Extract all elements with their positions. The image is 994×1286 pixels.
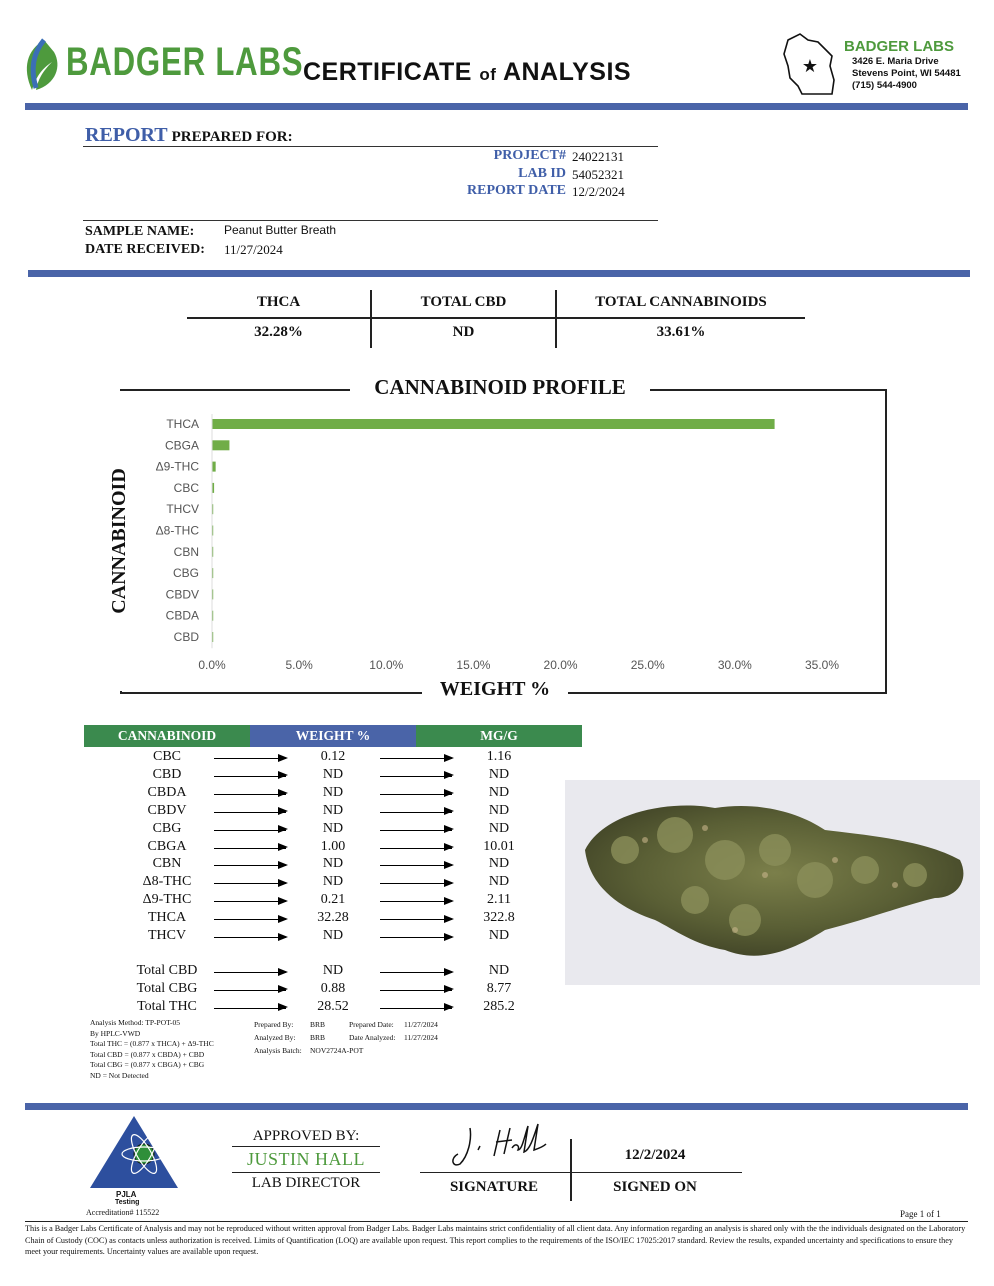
bar-Δ9-THC (212, 462, 216, 472)
x-tick-label: 15.0% (456, 658, 491, 672)
header-divider (25, 103, 968, 110)
x-tick-label: 25.0% (630, 658, 665, 672)
row-weight: 0.88 (320, 980, 346, 996)
project-label: PROJECT# (493, 148, 566, 163)
lab-id-label: LAB ID (518, 166, 566, 181)
y-tick-label: CBC (173, 480, 199, 495)
signature-vline (570, 1139, 572, 1201)
x-tick-label: 30.0% (717, 658, 752, 672)
batch: NOV2724A-POT (310, 1046, 364, 1055)
approver-name: JUSTIN HALL (247, 1149, 365, 1169)
row-cannabinoid: CBC (152, 749, 181, 764)
y-tick-label: THCV (166, 502, 199, 517)
approved-underline (232, 1146, 380, 1147)
row-cannabinoid: Δ9-THC (142, 892, 192, 908)
footer-rule (25, 1221, 968, 1222)
x-tick-label: 5.0% (285, 658, 313, 672)
row-weight: ND (322, 820, 344, 836)
leaf-icon (22, 38, 64, 92)
note-line: Total CBG = (0.877 x CBGA) + CBG (90, 1060, 205, 1069)
footer-divider (25, 1103, 968, 1110)
row-weight: ND (322, 856, 344, 872)
table-header-cannabinoid: CANNABINOID (84, 725, 250, 747)
row-weight: ND (322, 766, 344, 782)
row-mgg: 322.8 (483, 910, 515, 926)
note-line: Total CBD = (0.877 x CBDA) + CBD (90, 1049, 205, 1059)
y-tick-label: CBGA (164, 438, 199, 453)
prep-info (254, 1020, 454, 1060)
row-mgg: ND (488, 802, 510, 818)
row-mgg: ND (488, 874, 510, 890)
row-mgg: 285.2 (483, 998, 515, 1014)
prepared-by: BRB (310, 1020, 326, 1029)
info-underline (83, 220, 658, 221)
analyzed-by-label: Analyzed By: (254, 1033, 296, 1042)
y-tick-label: CBDA (165, 608, 199, 623)
y-tick-label: Δ8-THC (155, 523, 199, 538)
summary-panel (187, 290, 805, 348)
sample-name-label: SAMPLE NAME: (85, 224, 195, 239)
cannabinoid-bar-chart (145, 402, 845, 682)
svg-text:★: ★ (801, 56, 819, 77)
table-header-weight: WEIGHT % (250, 725, 416, 747)
approver-title: LAB DIRECTOR (251, 1175, 361, 1191)
y-tick-label: CBG (172, 566, 199, 581)
chart-ylabel: CANNABINOID (108, 391, 131, 691)
y-tick-label: CBDV (165, 587, 199, 602)
analyzed-by: BRB (310, 1033, 326, 1042)
lab-address-block (782, 30, 982, 100)
pjla-testing: Testing (115, 1199, 140, 1206)
signature-line (420, 1172, 742, 1173)
row-weight: ND (322, 784, 344, 800)
row-cannabinoid: CBDV (147, 802, 187, 818)
y-tick-label: CBD (173, 630, 199, 644)
report-prepared-for: REPORT PREPARED FOR: (85, 124, 293, 146)
chart-xlabel: WEIGHT % (422, 678, 568, 701)
row-cannabinoid: THCV (147, 928, 187, 943)
row-cannabinoid: CBGA (147, 838, 187, 854)
y-tick-label: CBN (173, 544, 199, 559)
thca-value: 32.28% (254, 324, 303, 340)
row-cannabinoid: CBG (152, 820, 182, 836)
total-cbd-value: ND (452, 324, 475, 340)
row-cannabinoid: CBN (152, 856, 182, 872)
row-mgg: ND (488, 963, 510, 978)
signed-on-label: SIGNED ON (613, 1179, 697, 1195)
row-weight: 32.28 (317, 910, 349, 926)
row-cannabinoid: Δ8-THC (142, 874, 192, 890)
lab-id-value: 54052321 (572, 167, 624, 182)
summary-vline-2 (555, 290, 557, 348)
row-weight: 28.52 (317, 998, 349, 1014)
note-line: Analysis Method: TP-POT-05 (90, 1018, 181, 1027)
address-line-2: Stevens Point, WI 54481 (852, 68, 961, 79)
x-tick-label: 0.0% (198, 658, 226, 672)
date-analyzed: 11/27/2024 (404, 1033, 438, 1042)
row-weight: ND (322, 802, 344, 818)
thca-label: THCA (256, 294, 301, 310)
page-number: Page 1 of 1 (900, 1209, 941, 1219)
signed-date: 12/2/2024 (624, 1147, 686, 1163)
total-cannabinoids-value: 33.61% (656, 324, 706, 340)
sample-name-value: Peanut Butter Breath (224, 223, 337, 237)
row-mgg: ND (488, 784, 510, 800)
accreditation-number: Accreditation# 115522 (86, 1208, 160, 1217)
summary-vline-1 (370, 290, 372, 348)
date-analyzed-label: Date Analyzed: (349, 1033, 396, 1042)
address-line-1: 3426 E. Maria Drive (852, 56, 939, 67)
row-cannabinoid: Total THC (137, 998, 197, 1014)
prepared-date: 11/27/2024 (404, 1020, 438, 1029)
summary-hline (187, 317, 805, 319)
x-tick-label: 20.0% (543, 658, 578, 672)
row-mgg: ND (488, 928, 510, 943)
row-cannabinoid: Total CBD (136, 963, 198, 978)
x-tick-label: 35.0% (804, 658, 840, 672)
total-cbd-label: TOTAL CBD (420, 294, 507, 310)
brand-name: BADGER LABS (66, 40, 304, 84)
total-cannabinoids-label: TOTAL CANNABINOIDS (595, 294, 767, 310)
section-divider (28, 270, 970, 277)
date-received-label: DATE RECEIVED: (85, 242, 205, 257)
row-mgg: 10.01 (483, 838, 515, 854)
approved-by-label: APPROVED BY: (252, 1128, 360, 1144)
lab-name: BADGER LABS (844, 38, 955, 55)
prepared-by-label: Prepared By: (254, 1020, 294, 1029)
report-date-value: 12/2/2024 (572, 184, 625, 199)
y-tick-label: THCA (166, 417, 199, 431)
report-underline (83, 146, 658, 147)
pjla-logo (88, 1114, 180, 1194)
note-line: Total THC = (0.877 x THCA) + Δ9-THC (90, 1039, 214, 1048)
sample-photo (565, 780, 980, 985)
report-date-label: REPORT DATE (467, 183, 566, 198)
row-mgg: 2.11 (487, 892, 511, 908)
row-mgg: ND (488, 820, 510, 836)
phone: (715) 544-4900 (852, 80, 917, 91)
row-cannabinoid: CBD (152, 766, 182, 782)
note-line: ND = Not Detected (90, 1070, 149, 1080)
disclaimer: This is a Badger Labs Certificate of Analysis and may not be reproduced without written approval from Badger Labs. Badger Labs maintains strict confidentiality of all client data. Any information regarding an analysis is shared only with the the individuals designated on the Laboratory Chain of Custody (COC) as contacts unless authorization is received. Limits of Quantification (LOQ) are available upon request. This report complies to the requirements of the ISO/IEC 17025:2017 standard. Review the results, expanded uncertainty and specifications to ensure they meet your requirements. Uncertainty values are available upon request. (25, 1224, 966, 1256)
row-cannabinoid: THCA (147, 910, 187, 926)
document-title: CERTIFICATE of ANALYSIS (303, 58, 632, 86)
bar-CBGA (212, 440, 229, 450)
row-weight: 0.21 (320, 892, 346, 908)
wisconsin-map-icon (782, 30, 844, 98)
approver-underline (232, 1172, 380, 1173)
chart-title: CANNABINOID PROFILE (350, 375, 650, 400)
row-cannabinoid: Total CBG (136, 980, 198, 996)
row-weight: ND (322, 928, 344, 943)
x-tick-label: 10.0% (369, 658, 404, 672)
row-mgg: ND (488, 766, 510, 782)
handwritten-signature (448, 1120, 558, 1170)
row-weight: 0.12 (320, 749, 346, 764)
row-weight: 1.00 (320, 838, 346, 854)
row-weight: ND (322, 963, 344, 978)
project-value: 24022131 (572, 149, 624, 164)
row-weight: ND (322, 874, 344, 890)
note-line: By HPLC-VWD (90, 1028, 141, 1038)
signature-label: SIGNATURE (449, 1179, 539, 1195)
pjla-name: PJLA (116, 1190, 137, 1199)
date-received-value: 11/27/2024 (224, 242, 283, 257)
badger-labs-logo (22, 38, 304, 94)
row-cannabinoid: CBDA (147, 784, 187, 800)
prepared-date-label: Prepared Date: (349, 1020, 394, 1029)
pjla-triangle-icon (88, 1114, 180, 1194)
cannabis-bud-image (565, 780, 980, 985)
batch-label: Analysis Batch: (254, 1046, 302, 1055)
method-notes (90, 1018, 214, 1081)
bar-THCA (212, 419, 775, 429)
table-header-mgg: MG/G (416, 725, 582, 747)
row-mgg: ND (488, 856, 510, 872)
y-tick-label: Δ9-THC (155, 459, 199, 474)
row-mgg: 1.16 (486, 749, 512, 764)
row-mgg: 8.77 (486, 980, 512, 996)
